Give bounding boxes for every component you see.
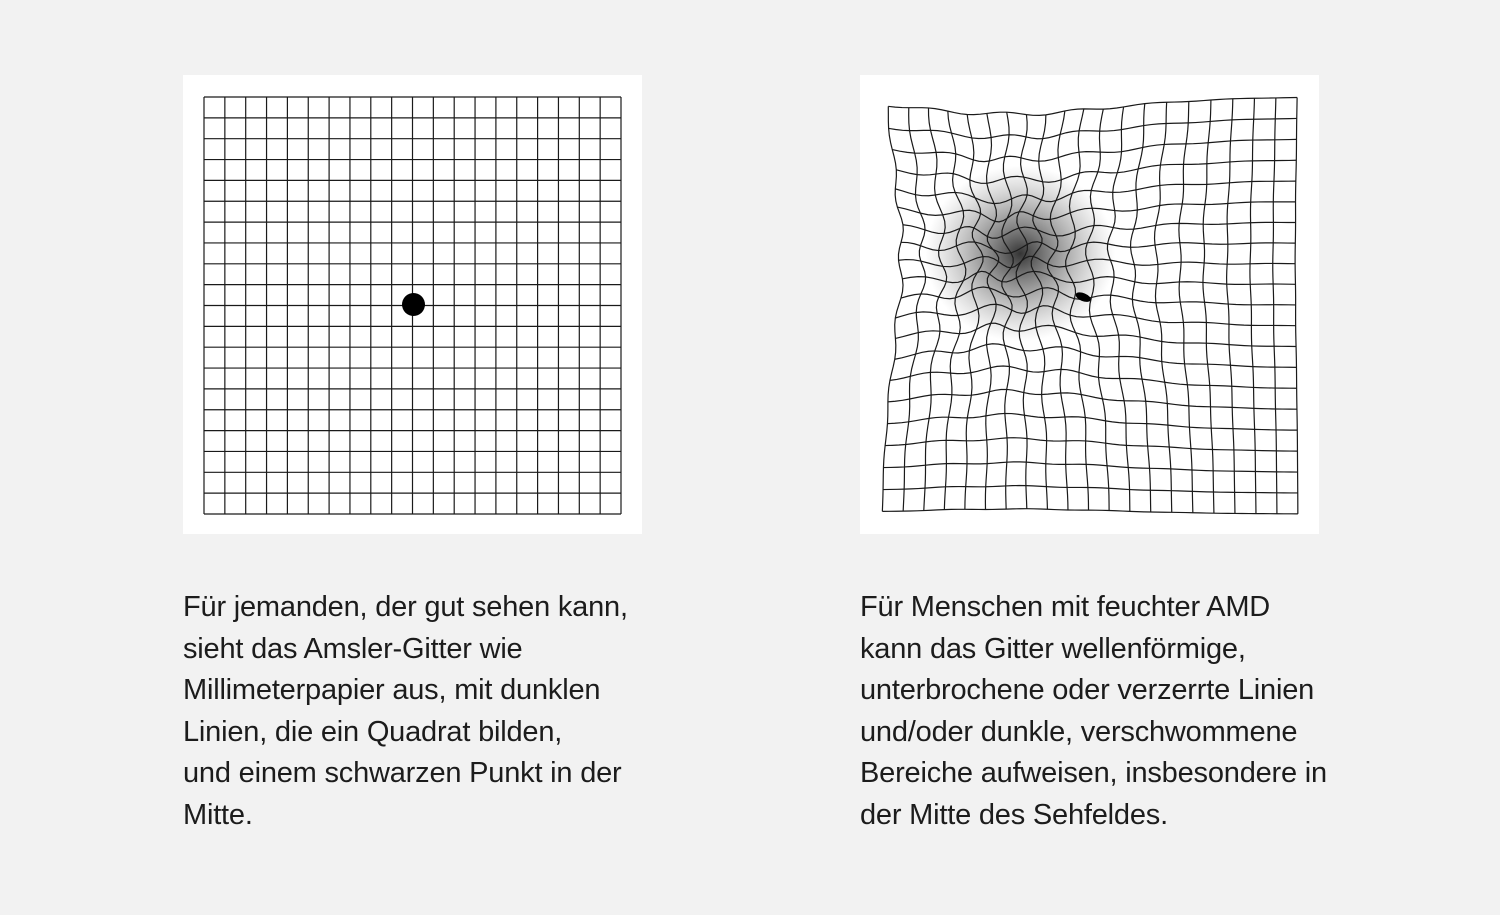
amsler-grid-normal [183, 75, 642, 534]
grid-line-vertical [1179, 102, 1193, 513]
grid-line-horizontal [888, 98, 1297, 116]
normal-grid-card [183, 75, 642, 534]
grid-line-vertical [1203, 100, 1214, 513]
grid-line-horizontal [883, 462, 1297, 472]
grid-line-vertical [903, 108, 925, 511]
amd-caption: Für Menschen mit feuchter AMD kann das Gitter wellenförmige, unterbrochene oder verzerrte Linien und/oder dunkle, verschwommene Bereiche aufweisen, insbesondere in der Mitte des Sehfeldes. [860, 591, 1327, 831]
amd-grid-card [860, 75, 1319, 534]
grid-line-vertical [1086, 109, 1109, 510]
grid-line-vertical [1227, 99, 1235, 514]
grid-line-vertical [882, 106, 903, 511]
grid-line-vertical [1155, 102, 1172, 512]
grid-line-horizontal [896, 160, 1296, 183]
grid-line-horizontal [885, 438, 1297, 451]
grid-line-vertical [1107, 107, 1129, 511]
grid-line-vertical [924, 108, 947, 511]
normal-caption: Für jemanden, der gut sehen kann, sieht das Amsler-Gitter wie Millimeterpapier aus, mit dunklen Linien, die ein Quadrat bilden, und einem schwarzen Punkt in der Mitte. [183, 591, 628, 831]
amsler-grid-distorted [860, 75, 1319, 534]
normal-figure [183, 75, 643, 837]
grid-line-horizontal [888, 389, 1297, 409]
grid-line-vertical [1131, 104, 1151, 512]
grid-line-horizontal [892, 139, 1296, 161]
amd-figure [860, 75, 1327, 837]
center-dot [402, 293, 425, 316]
